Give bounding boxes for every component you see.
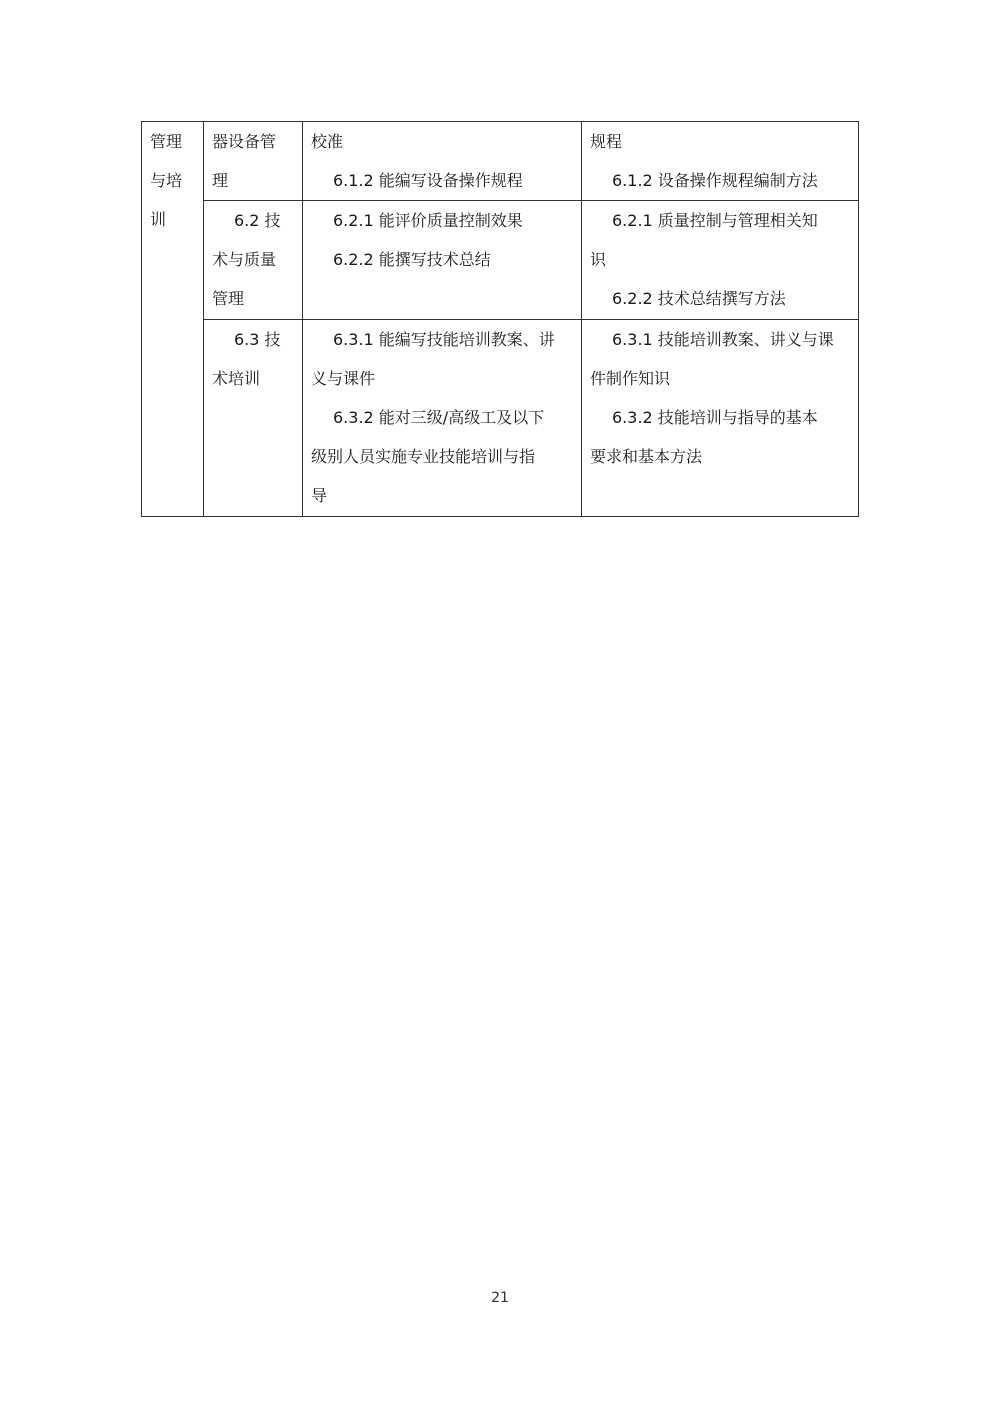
skill-line: 6.2.2 能撰写技术总结: [333, 250, 491, 269]
work-unit-line: 术与质量: [212, 250, 277, 269]
knowledge-cell: [582, 320, 859, 517]
knowledge-line: 6.2.1 质量控制与管理相关知: [612, 211, 818, 230]
skill-line: 6.3.1 能编写技能培训教案、讲: [333, 330, 555, 349]
work-unit-cell: [204, 320, 303, 517]
work-unit-line: 术培训: [212, 369, 261, 388]
work-unit-line: 理: [212, 171, 229, 190]
knowledge-line: 6.3.2 技能培训与指导的基本: [612, 408, 818, 427]
skill-line: 义与课件: [311, 369, 376, 388]
skill-line: 6.1.2 能编写设备操作规程: [333, 171, 523, 190]
work-unit-cell: [204, 201, 303, 320]
table-row: [142, 320, 859, 517]
skill-cell: [303, 320, 582, 517]
function-cell-line: 训: [150, 210, 167, 229]
page-number: 21: [491, 1290, 509, 1306]
function-cell-line: 管理: [150, 132, 183, 151]
work-unit-line: 6.3 技: [234, 330, 281, 349]
work-unit-cell: [204, 122, 303, 201]
knowledge-line: 规程: [590, 132, 623, 151]
skill-line: 校准: [311, 132, 344, 151]
knowledge-line: 件制作知识: [590, 369, 671, 388]
knowledge-cell: [582, 122, 859, 201]
knowledge-line: 6.1.2 设备操作规程编制方法: [612, 171, 818, 190]
knowledge-line: 6.2.2 技术总结撰写方法: [612, 289, 786, 308]
skill-line: 6.3.2 能对三级/高级工及以下: [333, 408, 545, 427]
standards-table: [141, 121, 859, 517]
skill-line: 6.2.1 能评价质量控制效果: [333, 211, 523, 230]
work-unit-line: 器设备管: [212, 132, 277, 151]
work-unit-line: 6.2 技: [234, 211, 281, 230]
work-unit-line: 管理: [212, 289, 245, 308]
knowledge-line: 识: [590, 250, 607, 269]
skill-cell: [303, 122, 582, 201]
table-row: [142, 122, 859, 201]
function-cell-line: 与培: [150, 171, 183, 190]
table-row: [142, 201, 859, 320]
knowledge-line: 6.3.1 技能培训教案、讲义与课: [612, 330, 834, 349]
skill-cell: [303, 201, 582, 320]
function-cell: [142, 122, 204, 517]
skill-line: 级别人员实施专业技能培训与指: [311, 447, 536, 466]
knowledge-line: 要求和基本方法: [590, 447, 703, 466]
knowledge-cell: [582, 201, 859, 320]
skill-line: 导: [311, 486, 328, 505]
